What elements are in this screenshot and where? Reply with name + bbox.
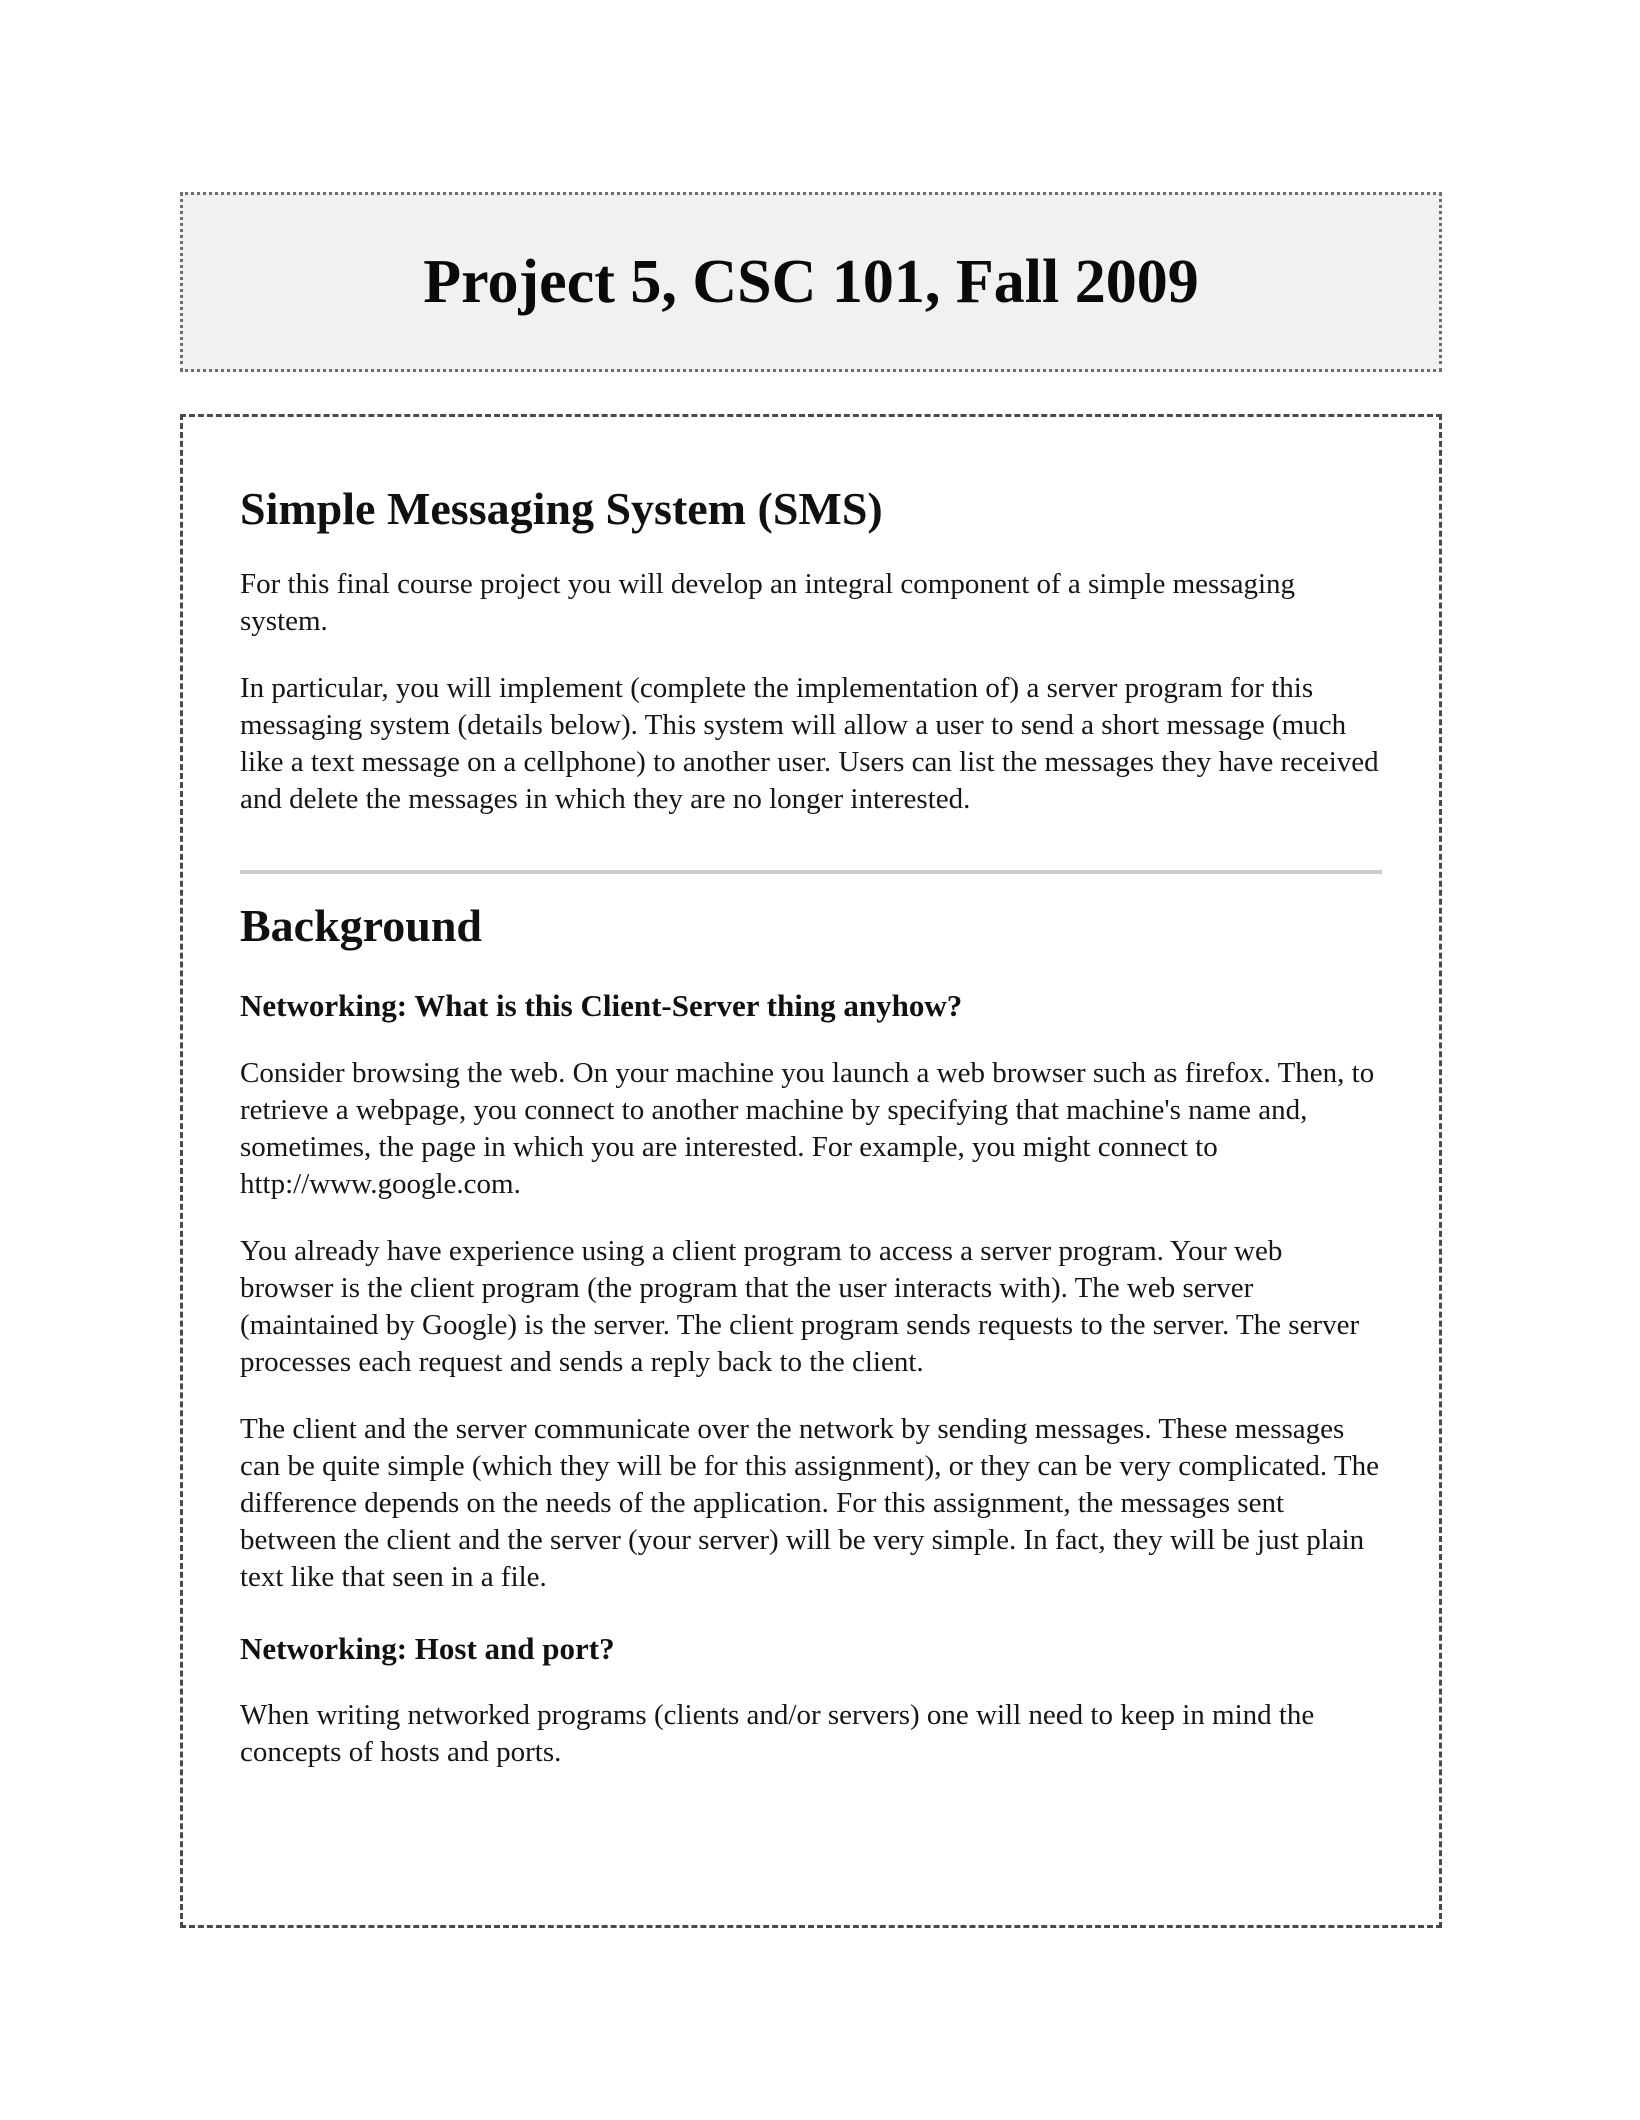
client-server-subheading: Networking: What is this Client-Server thing anyhow? <box>240 988 963 1024</box>
host-port-subheading: Networking: Host and port? <box>240 1630 615 1666</box>
sms-intro-paragraph: For this final course project you will develop an integral component of a simple messaging system. <box>240 568 1296 638</box>
background-heading: Background <box>240 900 483 952</box>
sms-details-paragraph: In particular, you will implement (complete the implementation of) a server program for this messaging system (details below). This system will allow a user to send a short message (much like a text message on a cellphone) to another user. Users can list the messages they have received and delete the messages in which they are no longer interested. <box>240 672 1379 816</box>
client-program-paragraph: You already have experience using a client program to access a server program. Your web browser is the client program (the program that the user interacts with). The web server (maintained by Google) is the server. The client program sends requests to the server. The server processes each request and sends a reply back to the client. <box>240 1234 1360 1378</box>
messages-paragraph: The client and the server communicate over the network by sending messages. These messages can be quite simple (which they will be for this assignment), or they can be very complicated. The difference depends on the needs of the application. For this assignment, the messages sent between the client and the server (your server) will be very simple. In fact, they will be just plain text like that seen in a file. <box>240 1412 1379 1593</box>
content-panel <box>180 414 1442 1928</box>
host-port-paragraph: When writing networked programs (clients and/or servers) one will need to keep in mind the concepts of hosts and ports. <box>240 1698 1315 1768</box>
browsing-paragraph: Consider browsing the web. On your machine you launch a web browser such as firefox. Then, to retrieve a webpage, you connect to another machine by specifying that machine's name and, sometimes, the page in which you are interested. For example, you might connect to http://www.google.com. <box>240 1056 1375 1200</box>
title-banner <box>180 192 1442 372</box>
section-divider <box>240 870 1382 874</box>
page-title: Project 5, CSC 101, Fall 2009 <box>423 247 1199 316</box>
sms-heading: Simple Messaging System (SMS) <box>240 483 883 534</box>
